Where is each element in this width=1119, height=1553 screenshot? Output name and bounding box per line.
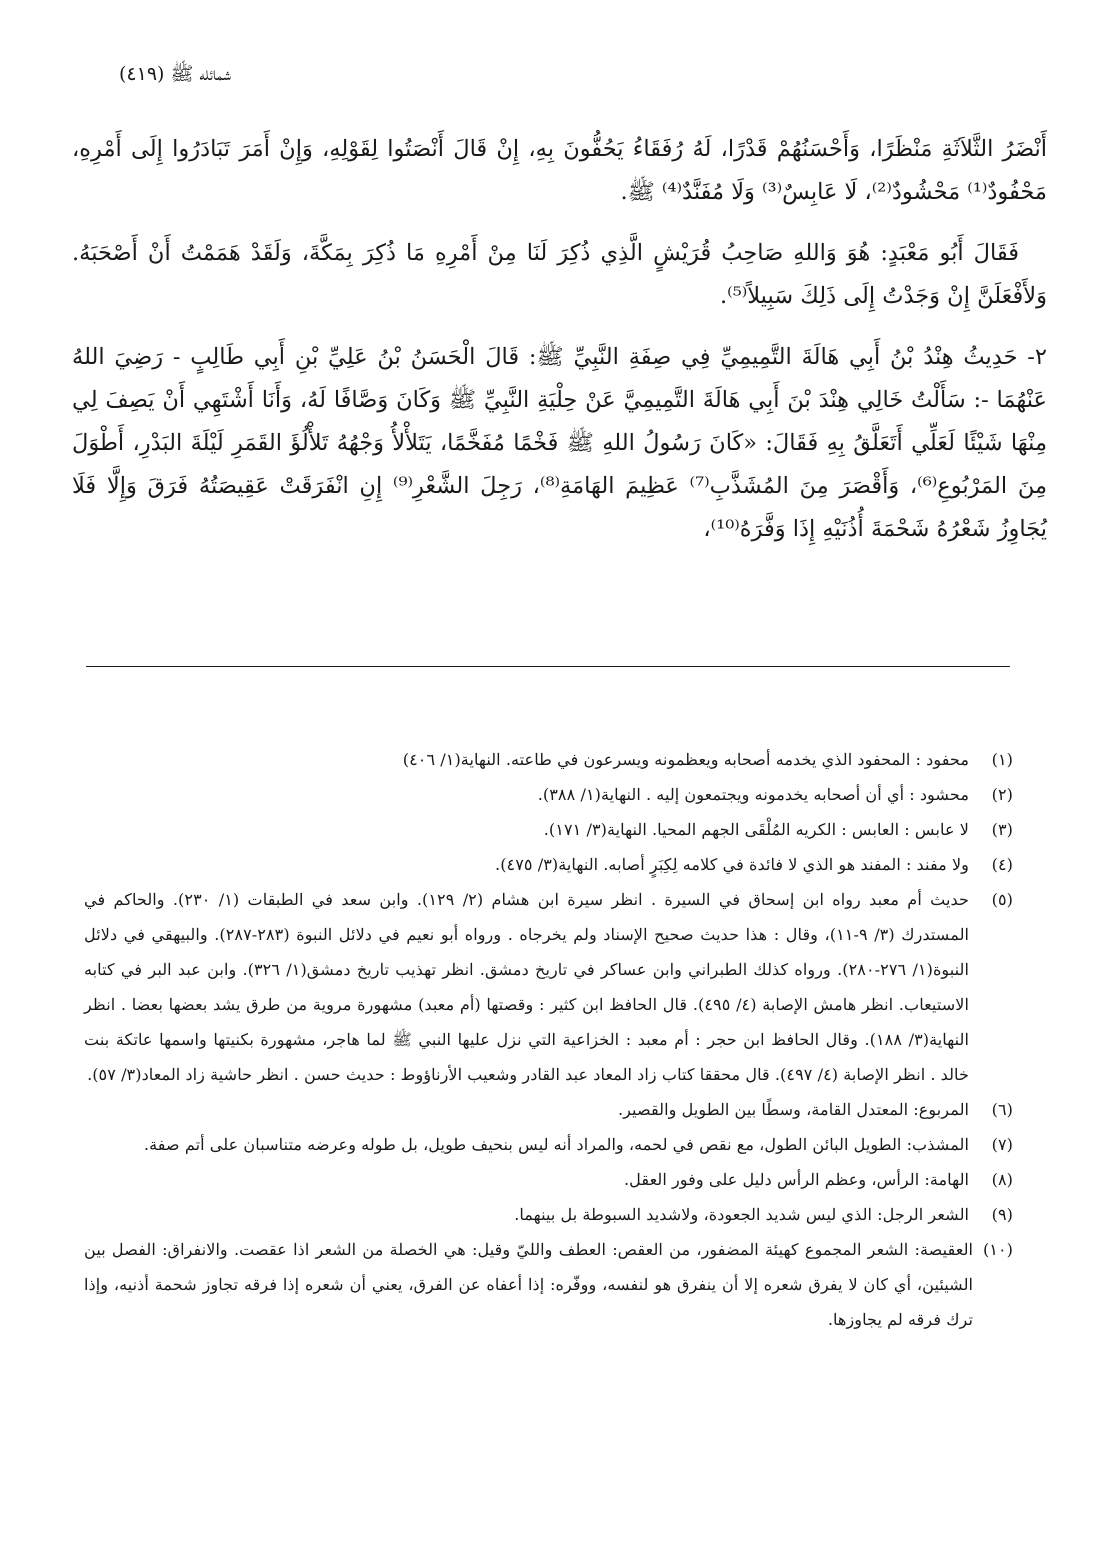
footnote-number: (٣)	[991, 820, 1013, 839]
footnote-text: ولا مفند : المفند هو الذي لا فائدة في كلامه لِكِبَرٍ أصابه. النهاية(٣/ ٤٧٥).	[495, 855, 969, 874]
running-header: شمائله ﷺ (٤١٩)	[118, 63, 231, 85]
footnote-text: محشود : أي أن أصحابه يخدمونه ويجتمعون إليه . النهاية(١/ ٣٨٨).	[537, 785, 969, 804]
footnote-item	[84, 1162, 1013, 1197]
main-text	[72, 128, 1047, 569]
footnote-item	[84, 1127, 1013, 1162]
footnote-number: (١)	[991, 750, 1013, 769]
footnote-text: محفود : المحفود الذي يخدمه أصحابه ويعظمونه ويسرعون في طاعته. النهاية(١/ ٤٠٦)	[402, 750, 969, 769]
footnote-item	[84, 1092, 1013, 1127]
footnotes	[84, 742, 1013, 1337]
footnote-number: (٤)	[991, 855, 1013, 874]
footnote-number: (٦)	[991, 1100, 1013, 1119]
footnote-text: المربوع: المعتدل القامة، وسطًا بين الطويل والقصير.	[617, 1100, 969, 1119]
footnote-number: (٢)	[991, 785, 1013, 804]
footnote-number: (٥)	[991, 890, 1013, 909]
paragraph-3: ٢- حَدِيثُ هِنْدُ بْنُ أَبِي هَالَةَ التَّمِيمِيِّ فِي صِفَةِ النَّبِيِّ ﷺ: قَالَ الْحَسَنُ بْنُ عَلِيِّ بْنِ أَبِي طَالِبٍ - رَضِيَ اللهُ عَنْهُمَا -: سَأَلْتُ خَالِي هِنْدَ بْنَ أَبِي هَالَةَ التَّمِيمِيَّ عَنْ حِلْيَةِ النَّبِيِّ ﷺ وَكَانَ وَصَّافًا لَهُ، وَأَنَا أَشْتَهِي أَنْ يَصِفَ لِي مِنْهَا شَيْئًا لَعَلِّي أَتَعَلَّقُ بِهِ فَقَالَ: «كَانَ رَسُولُ اللهِ ﷺ فَخْمًا مُفَخَّمًا، يَتَلأْلأُ وَجْهُهُ تَلأْلُؤَ القَمَرِ لَيْلَةَ البَدْرِ، أَطْوَلَ مِنَ المَرْبُوعِ⁽⁶⁾، وَأَقْصَرَ مِنَ المُشَذَّبِ⁽⁷⁾ عَظِيمَ الهَامَةِ⁽⁸⁾، رَجِلَ الشَّعْرِ⁽⁹⁾ إِنِ انْفَرَقَتْ عَقِيصَتُهُ فَرَقَ وَإِلَّا فَلَا يُجَاوِزُ شَعْرُهُ شَحْمَةَ أُذُنَيْهِ إِذَا وَفَّرَهُ⁽¹⁰⁾،	[72, 344, 1048, 542]
footnote-number: (٧)	[991, 1135, 1013, 1154]
footnote-item	[84, 847, 1013, 882]
footnote-text: الهامة: الرأس، وعظم الرأس دليل على وفور العقل.	[624, 1170, 969, 1189]
paragraph-2: فَقَالَ أَبُو مَعْبَدٍ: هُوَ وَاللهِ صَاحِبُ قُرَيْشٍ الَّذِي ذُكِرَ لَنَا مِنْ أَمْرِهِ مَا ذُكِرَ بِمَكَّةَ، وَلَقَدْ هَمَمْتُ أَنْ أَصْحَبَهُ. وَلأَفْعَلَنَّ إِنْ وَجَدْتُ إِلَى ذَلِكَ سَبِيلاً⁽⁵⁾.	[72, 240, 1047, 309]
footnote-number: (٨)	[991, 1170, 1013, 1189]
paragraph-1: أَنْضَرُ الثَّلاَثَةِ مَنْظَرًا، وَأَحْسَنُهُمْ قَدْرًا، لَهُ رُفَقَاءُ يَحُفُّونَ بِهِ، إِنْ قَالَ أَنْصَتُوا لِقَوْلِهِ، وَإِنْ أَمَرَ تَبَادَرُوا إِلَى أَمْرِهِ، مَحْفُودٌ⁽¹⁾ مَحْشُودٌ⁽²⁾، لَا عَابِسٌ⁽³⁾ وَلَا مُفَنَّدٌ⁽⁴⁾ ﷺ.	[72, 136, 1047, 205]
footnote-item	[84, 742, 1013, 777]
footnote-text: الشعر الرجل: الذي ليس شديد الجعودة، ولاشديد السبوطة بل بينهما.	[514, 1205, 969, 1224]
footnote-text: المشذب: الطويل البائن الطول، مع نقص في لحمه، والمراد أنه ليس بنحيف طويل، بل طوله وعرضه متناسبان على أتم صفة.	[143, 1135, 969, 1154]
footnote-item	[84, 882, 1013, 1092]
footnote-item	[84, 1197, 1013, 1232]
footnote-item	[84, 777, 1013, 812]
footnote-divider	[86, 666, 1010, 667]
footnote-number: (٩)	[991, 1205, 1013, 1224]
footnote-text: العقيصة: الشعر المجموع كهيئة المضفور، من العقص: العطف والليّ وقيل: هي الخصلة من الشعر اذا عقصت. والانفراق: الفصل بين الشيئين، أي كان لا يفرق شعره إلا أن ينفرق هو لنفسه، ووفّره: إذا أعفاه عن الفرق، يعني أن شعره إذا فرقه تجاوز شحمة أذنيه، وإذا ترك فرقه لم يجاوزها.	[84, 1240, 973, 1329]
footnote-text: حديث أم معبد رواه ابن إسحاق في السيرة . انظر سيرة ابن هشام (٢/ ١٢٩). وابن سعد في الطبقات (١/ ٢٣٠). والحاكم في المستدرك (٣/ ٩-١١)، وقال : هذا حديث صحيح الإسناد ولم يخرجاه . ورواه أبو نعيم في دلائل النبوة (٢٨٣-٢٨٧). والبيهقي في دلائل النبوة(١/ ٢٧٦-٢٨٠). ورواه كذلك الطبراني وابن عساكر في تاريخ دمشق. انظر تهذيب تاريخ دمشق(١/ ٣٢٦). وابن عبد البر في كتابه الاستيعاب. انظر هامش الإصابة (٤/ ٤٩٥). قال الحافظ ابن كثير : وقصتها (أم معبد) مشهورة مروية من طرق يشد بعضها بعضا . انظر النهاية(٣/ ١٨٨). وقال الحافظ ابن حجر : أم معبد : الخزاعية التي نزل عليها النبي ﷺ لما هاجر، مشهورة بكنيتها واسمها عاتكة بنت خالد . انظر الإصابة (٤/ ٤٩٧). قال محققا كتاب زاد المعاد عبد القادر وشعيب الأرناؤوط : حديث حسن . انظر حاشية زاد المعاد(٣/ ٥٧).	[84, 890, 970, 1084]
footnote-item	[84, 1232, 1013, 1337]
footnote-text: لا عابس : العابس : الكريه المُلْقَى الجهم المحيا. النهاية(٣/ ١٧١).	[543, 820, 969, 839]
footnote-item	[84, 812, 1013, 847]
footnote-number: (١٠)	[982, 1240, 1013, 1259]
